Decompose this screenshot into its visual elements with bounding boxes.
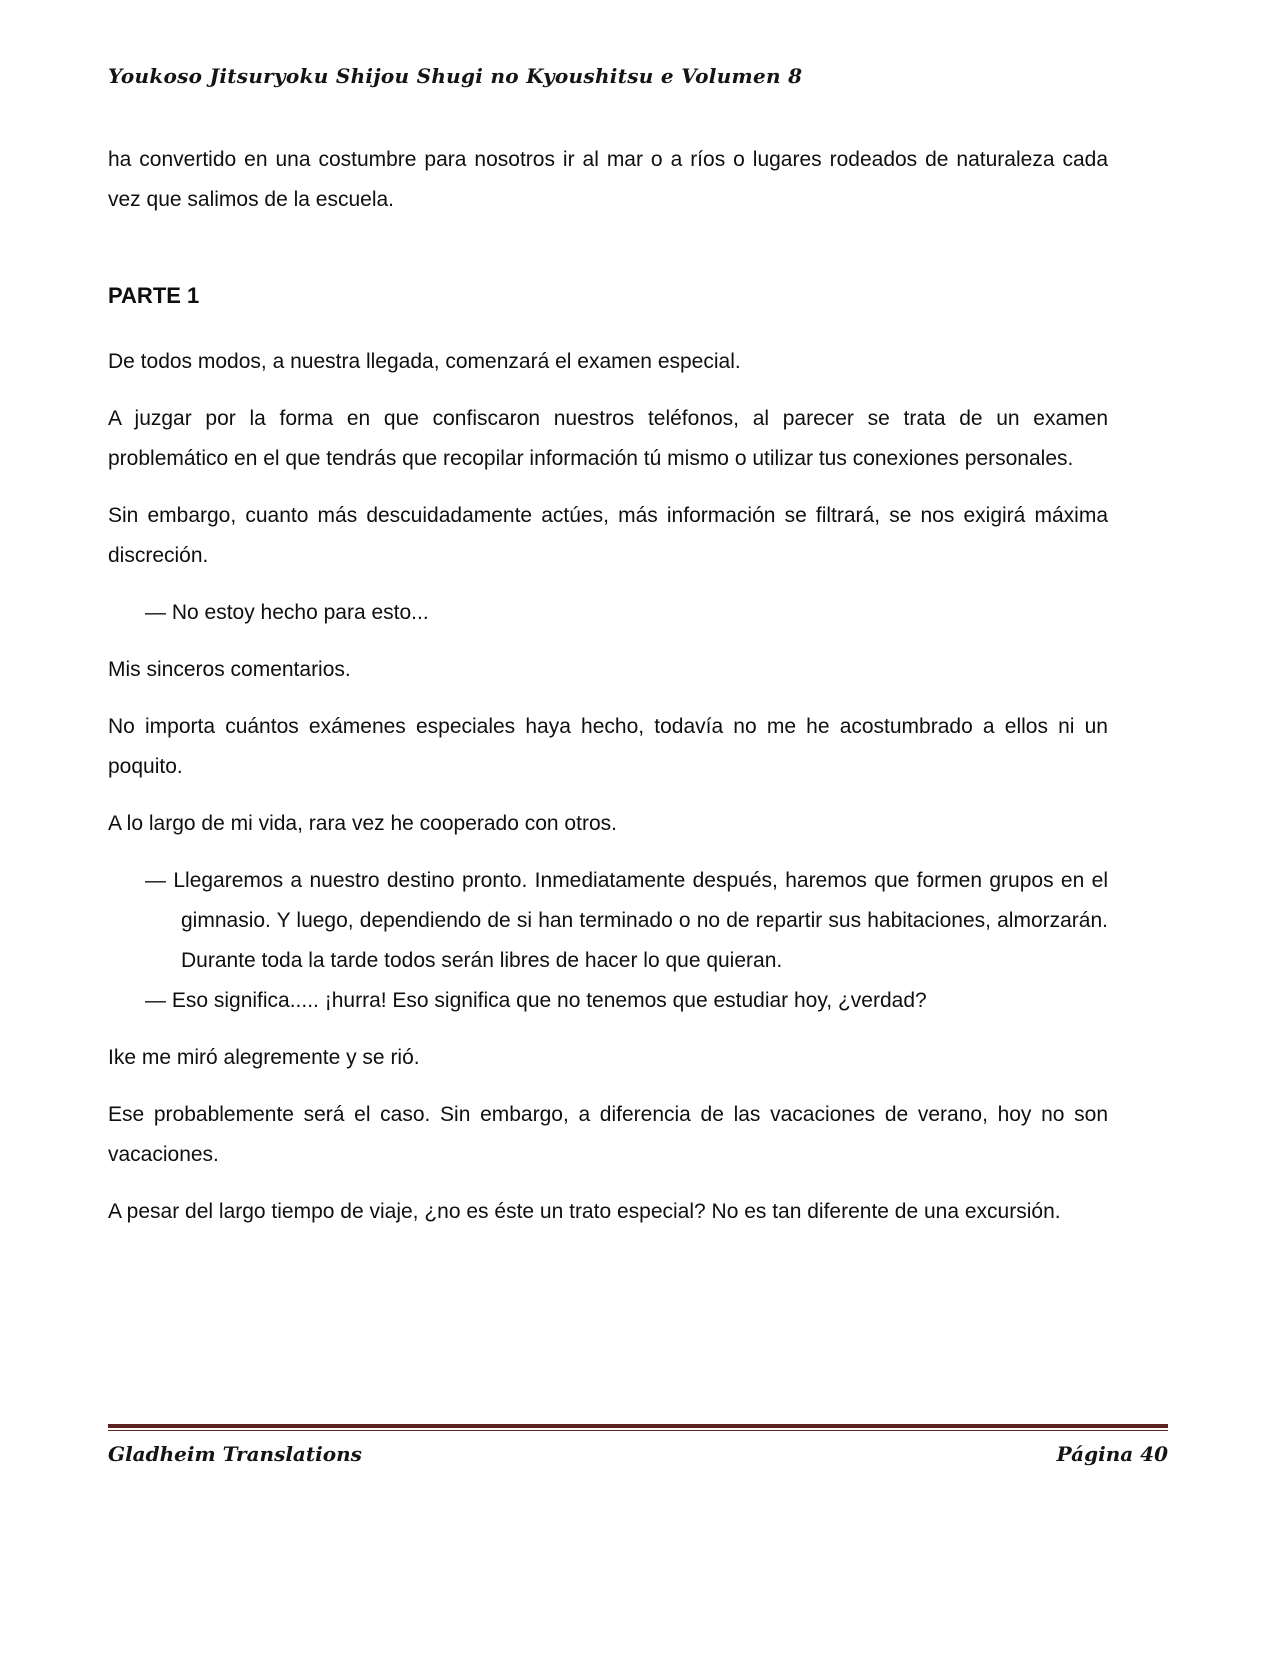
section-heading: PARTE 1 [108, 283, 200, 308]
paragraph: Ike me miró alegremente y se rió. [108, 1046, 420, 1069]
paragraph: A lo largo de mi vida, rara vez he cooperado con otros. [108, 812, 617, 835]
paragraph: A juzgar por la forma en que confiscaron nuestros teléfonos, al parecer se trata de un examen problemático en el que tendrás que recopilar información tú mismo o utilizar tus conexiones personales. [108, 407, 1108, 470]
paragraph: No importa cuántos exámenes especiales haya hecho, todavía no me he acostumbrado a ellos ni un poquito. [108, 715, 1108, 778]
dialogue-line: — Llegaremos a nuestro destino pronto. Inmediatamente después, haremos que formen grupos en el gimnasio. Y luego, dependiendo de si han terminado o no de repartir sus habitaciones, almorzarán. Durante toda la tarde todos serán libres de hacer lo que quieran. [145, 869, 1108, 972]
paragraph: Mis sinceros comentarios. [108, 658, 351, 681]
paragraph: ha convertido en una costumbre para nosotros ir al mar o a ríos o lugares rodeados de naturaleza cada vez que salimos de la escuela. [108, 148, 1108, 211]
paragraph: A pesar del largo tiempo de viaje, ¿no es éste un trato especial? No es tan diferente de una excursión. [108, 1200, 1061, 1223]
page-header-title: Youkoso Jitsuryoku Shijou Shugi no Kyoushitsu e Volumen 8 [108, 64, 803, 88]
footer-divider [108, 1424, 1168, 1431]
translator-credit: Gladheim Translations [108, 1442, 362, 1466]
dialogue-line: — Eso significa..... ¡hurra! Eso significa que no tenemos que estudiar hoy, ¿verdad? [145, 989, 927, 1012]
dialogue-line: — No estoy hecho para esto... [145, 601, 429, 624]
page-body [108, 140, 1108, 1249]
page-number: Página 40 [1056, 1442, 1168, 1466]
paragraph: Ese probablemente será el caso. Sin embargo, a diferencia de las vacaciones de verano, hoy no son vacaciones. [108, 1103, 1108, 1166]
paragraph: De todos modos, a nuestra llegada, comenzará el examen especial. [108, 350, 741, 373]
paragraph: Sin embargo, cuanto más descuidadamente actúes, más información se filtrará, se nos exigirá máxima discreción. [108, 504, 1108, 567]
page-footer [108, 1442, 1168, 1466]
